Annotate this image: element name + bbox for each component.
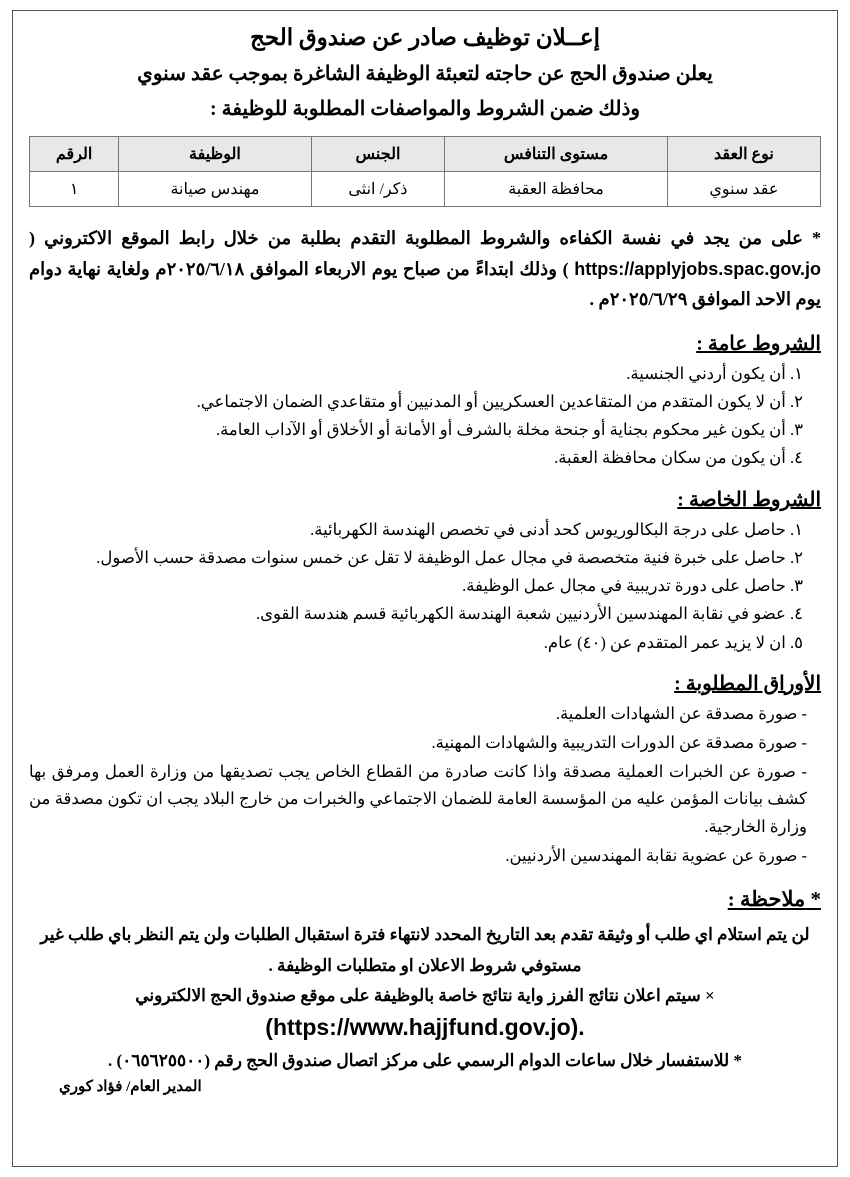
cell-competition-level: محافظة العقبة — [445, 172, 668, 207]
page-title: إعــلان توظيف صادر عن صندوق الحج — [250, 25, 600, 50]
signature: المدير العام/ فؤاد كوري — [59, 1078, 202, 1095]
column-header-number: الرقم — [30, 137, 119, 172]
column-header-gender: الجنس — [311, 137, 445, 172]
instructions-text-part-2: ) وذلك ابتداءً من صباح يوم الاربعاء الموافق ٢٠٢٥/٦/١٨م ولغاية نهاية دوام يوم الاحد الموافق ٢٠٢٥/٦/٢٩م . — [29, 258, 821, 310]
section-heading-general-conditions: الشروط عامة : — [696, 332, 821, 355]
document-frame — [12, 10, 838, 1167]
list-item: - صورة مصدقة عن الدورات التدريبية والشهادات المهنية. — [431, 732, 807, 752]
asterisk-icon: * — [733, 1050, 742, 1070]
list-item: - صورة عن الخبرات العملية مصدقة واذا كانت صادرة من القطاع الخاص يجب تصديقها من وزارة العمل ومرفق بها كشف بيانات المؤمن عليه من المؤسسة العامة للضمان الاجتماعي والخبرات من خارج البلاد يجب ان تكون مصدقة من وزارة الخارجية. — [29, 762, 807, 836]
list-item: ٣. أن يكون غير محكوم بجناية أو جنحة مخلة بالشرف أو الأمانة أو الأخلاق أو الآداب العامة. — [215, 420, 803, 440]
cell-position: مهندس صيانة — [119, 172, 311, 207]
section-heading-special-conditions: الشروط الخاصة : — [677, 488, 821, 511]
general-conditions-list — [29, 360, 821, 473]
list-item: ١. أن يكون أردني الجنسية. — [626, 363, 803, 383]
note-body: لن يتم استلام اي طلب أو وثيقة تقدم بعد التاريخ المحدد لانتهاء فترة استقبال الطلبات ولن يتم النظر باي طلب غير مستوفي شروط الاعلان او متطلبات الوظيفة . — [40, 925, 810, 975]
asterisk-icon: * — [812, 228, 822, 248]
subtitle-line-2: وذلك ضمن الشروط والمواصفات المطلوبة للوظيفة : — [209, 98, 641, 120]
application-instructions — [29, 223, 821, 315]
asterisk-icon: * — [810, 887, 821, 912]
cell-number: ١ — [30, 172, 119, 207]
special-conditions-list — [29, 516, 821, 657]
note-heading — [29, 887, 821, 912]
list-item: ٥. ان لا يزيد عمر المتقدم عن (٤٠) عام. — [543, 632, 803, 652]
instructions-text-part-1: على من يجد في نفسة الكفاءه والشروط المطلوبة التقدم بطلبة من خلال رابط الموقع الاكتروني ( — [29, 228, 803, 248]
list-item: ٤. أن يكون من سكان محافظة العقبة. — [554, 448, 803, 468]
table-row — [30, 172, 821, 207]
column-header-competition-level: مستوى التنافس — [445, 137, 668, 172]
cell-contract-type: عقد سنوي — [667, 172, 820, 207]
required-documents-list — [29, 700, 821, 871]
list-item: - صورة مصدقة عن الشهادات العلمية. — [555, 703, 807, 723]
contact-info — [29, 1051, 821, 1071]
section-heading-required-documents: الأوراق المطلوبة : — [674, 672, 821, 695]
contact-text: للاستفسار خلال ساعات الدوام الرسمي على مركز اتصال صندوق الحج رقم (٠٦٥٦٢٥٥٠٠) . — [108, 1050, 730, 1070]
note-results-bullet: × سيتم اعلان نتائج الفرز واية نتائج خاصة بالوظيفة على موقع صندوق الحج الالكتروني — [135, 986, 715, 1006]
table-header-row — [30, 137, 821, 172]
cell-gender: ذكر/ انثى — [311, 172, 445, 207]
column-header-contract-type: نوع العقد — [667, 137, 820, 172]
hajjfund-website-url[interactable]: (https://www.hajjfund.gov.jo). — [265, 1013, 585, 1040]
list-item: ٢. حاصل على خبرة فنية متخصصة في مجال عمل الوظيفة لا تقل عن خمس سنوات مصدقة حسب الأصول. — [96, 547, 803, 567]
list-item: ٤. عضو في نقابة المهندسين الأردنيين شعبة الهندسة الكهربائية قسم هندسة القوى. — [255, 604, 803, 624]
list-item: - صورة عن عضوية نقابة المهندسين الأردنيين. — [505, 845, 807, 865]
subtitle-line-1: يعلن صندوق الحج عن حاجته لتعبئة الوظيفة الشاغرة بموجب عقد سنوي — [137, 63, 713, 85]
list-item: ٢. أن لا يكون المتقدم من المتقاعدين العسكريين أو المدنيين أو متقاعدي الضمان الاجتماعي. — [196, 392, 803, 411]
list-item: ١. حاصل على درجة البكالوريوس كحد أدنى في تخصص الهندسة الكهربائية. — [310, 519, 803, 539]
note-heading-label: ملاحظة : — [727, 887, 806, 912]
bottom-spacer — [29, 1096, 821, 1160]
vacancy-table — [29, 136, 821, 207]
column-header-position: الوظيفة — [119, 137, 311, 172]
application-link[interactable]: https://applyjobs.spac.gov.jo — [574, 258, 821, 279]
list-item: ٣. حاصل على دورة تدريبية في مجال عمل الوظيفة. — [462, 576, 803, 596]
